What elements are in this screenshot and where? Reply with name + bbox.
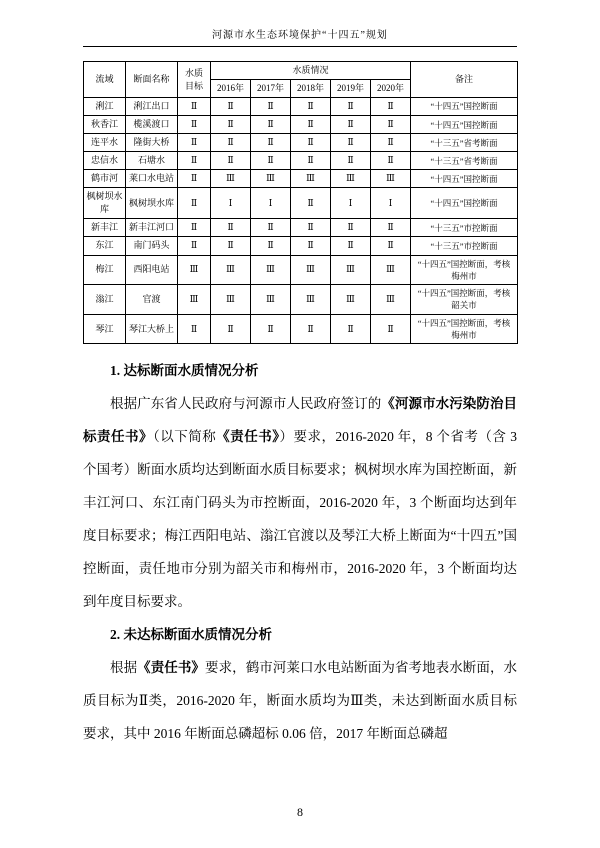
year-value-cell: Ⅱ	[291, 188, 331, 219]
year-value-cell: Ⅱ	[331, 314, 371, 344]
year-value-cell: Ⅱ	[291, 134, 331, 152]
target-cell: Ⅱ	[178, 98, 211, 116]
year-value-cell: Ⅱ	[251, 314, 291, 344]
year-value-cell: Ⅲ	[251, 255, 291, 285]
basin-cell: 鹤市河	[84, 170, 126, 188]
remark-cell: “十四五”国控断面，考核韶关市	[411, 285, 518, 315]
remark-cell: “十四五”国控断面	[411, 188, 518, 219]
table-row	[84, 98, 518, 116]
header-year-2019: 2019年	[331, 80, 371, 98]
document-body	[83, 354, 517, 750]
year-value-cell: Ⅲ	[211, 255, 251, 285]
page-number: 8	[297, 805, 303, 819]
year-value-cell: Ⅱ	[371, 134, 411, 152]
section-cell: 枫树坝水库	[126, 188, 178, 219]
basin-cell: 枫树坝水库	[84, 188, 126, 219]
bold-text: 《河源市水污染防治目标责任书》	[83, 396, 518, 445]
year-value-cell: Ⅲ	[211, 285, 251, 315]
year-value-cell: Ⅱ	[291, 314, 331, 344]
remark-cell: “十四五”国控断面	[411, 98, 518, 116]
year-value-cell: Ⅱ	[291, 98, 331, 116]
year-value-cell: Ⅱ	[371, 152, 411, 170]
target-cell: Ⅱ	[178, 188, 211, 219]
remark-cell: “十四五”国控断面	[411, 116, 518, 134]
year-value-cell: Ⅲ	[291, 170, 331, 188]
year-value-cell: Ⅱ	[371, 98, 411, 116]
table-row	[84, 134, 518, 152]
remark-cell: “十四五”国控断面，考核梅州市	[411, 255, 518, 285]
year-value-cell: Ⅱ	[331, 237, 371, 255]
year-value-cell: Ⅱ	[331, 134, 371, 152]
year-value-cell: Ⅱ	[251, 237, 291, 255]
header-remark: 备注	[411, 62, 518, 98]
year-value-cell: Ⅲ	[371, 170, 411, 188]
table-row	[84, 188, 518, 219]
year-value-cell: Ⅱ	[331, 219, 371, 237]
year-value-cell: Ⅲ	[371, 255, 411, 285]
year-value-cell: Ⅱ	[291, 152, 331, 170]
table-row	[84, 255, 518, 285]
text: （以下简称	[152, 429, 217, 445]
header-situation: 水质情况	[211, 62, 411, 80]
year-value-cell: Ⅱ	[331, 116, 371, 134]
header-year-2018: 2018年	[291, 80, 331, 98]
target-cell: Ⅲ	[178, 285, 211, 315]
remark-cell: “十四五”国控断面，考核梅州市	[411, 314, 518, 344]
table-row	[84, 219, 518, 237]
remark-cell: “十三五”省考断面	[411, 152, 518, 170]
year-value-cell: Ⅲ	[211, 170, 251, 188]
basin-cell: 琴江	[84, 314, 126, 344]
year-value-cell: Ⅱ	[211, 98, 251, 116]
year-value-cell: Ⅱ	[211, 116, 251, 134]
year-value-cell: Ⅱ	[211, 219, 251, 237]
year-value-cell: Ⅱ	[211, 134, 251, 152]
year-value-cell: Ⅱ	[251, 116, 291, 134]
text: ）要求，2016-2020 年，8 个省考（含 3 个国考）断面水质均达到断面水质目标要求；枫树坝水库为国控断面，新丰江河口、东江南门码头为市控断面，2016-2020 年，3 个断面均达到年度目标要求；梅江西阳电站、滃江官渡以及琴江大桥上断面为“十四五”国控断面，责任地市分别为韶关市和梅州市，2016-2020 年，3 个断面均达到年度目标要求。	[83, 429, 518, 610]
year-value-cell: Ⅱ	[211, 237, 251, 255]
year-value-cell: Ⅱ	[291, 116, 331, 134]
basin-cell: 滃江	[84, 285, 126, 315]
year-value-cell: Ⅱ	[211, 152, 251, 170]
target-cell: Ⅲ	[178, 255, 211, 285]
year-value-cell: Ⅱ	[291, 237, 331, 255]
year-value-cell: Ⅲ	[371, 285, 411, 315]
header-year-2016: 2016年	[211, 80, 251, 98]
year-value-cell: Ⅱ	[251, 134, 291, 152]
section-cell: 石塘水	[126, 152, 178, 170]
table-row	[84, 314, 518, 344]
year-value-cell: Ⅲ	[251, 285, 291, 315]
bold-text: 《责任书》	[216, 429, 280, 445]
year-value-cell: Ⅲ	[331, 170, 371, 188]
table-header	[84, 62, 518, 98]
section-cell: 西阳电站	[126, 255, 178, 285]
section-cell: 浰江出口	[126, 98, 178, 116]
remark-cell: “十三五”市控断面	[411, 237, 518, 255]
year-value-cell: Ⅱ	[291, 219, 331, 237]
section-cell: 新丰江河口	[126, 219, 178, 237]
water-quality-table	[83, 61, 518, 344]
basin-cell: 东江	[84, 237, 126, 255]
section-cell: 莱口水电站	[126, 170, 178, 188]
table-header-row-1	[84, 62, 518, 80]
remark-cell: “十三五”省考断面	[411, 134, 518, 152]
year-value-cell: Ⅲ	[291, 255, 331, 285]
target-cell: Ⅱ	[178, 314, 211, 344]
target-cell: Ⅱ	[178, 134, 211, 152]
header-basin: 流域	[84, 62, 126, 98]
section-cell: 琴江大桥上	[126, 314, 178, 344]
bold-text: 1. 达标断面水质情况分析	[110, 363, 259, 379]
section-heading	[83, 354, 517, 387]
basin-cell: 浰江	[84, 98, 126, 116]
table-row	[84, 152, 518, 170]
year-value-cell: Ⅱ	[371, 237, 411, 255]
document-header-title: 河源市水生态环境保护“十四五”规划	[83, 26, 517, 47]
basin-cell: 新丰江	[84, 219, 126, 237]
table-row	[84, 237, 518, 255]
header-target: 水质目标	[178, 62, 211, 98]
section-heading	[83, 618, 517, 651]
year-value-cell: Ⅱ	[331, 152, 371, 170]
header-year-2020: 2020年	[371, 80, 411, 98]
year-value-cell: Ⅰ	[331, 188, 371, 219]
section-cell: 隆街大桥	[126, 134, 178, 152]
text: 要求，鹤市河莱口水电站断面为省考地表水断面，水质目标为Ⅱ类，2016-2020 年，断面水质均为Ⅲ类，未达到断面水质目标要求，其中 2016 年断面总磷超标 0.06 倍，2017 年断面总磷超	[83, 660, 518, 742]
remark-cell: “十三五”市控断面	[411, 219, 518, 237]
year-value-cell: Ⅲ	[291, 285, 331, 315]
section-cell: 榄溪渡口	[126, 116, 178, 134]
paragraph	[83, 651, 517, 750]
target-cell: Ⅱ	[178, 237, 211, 255]
table-row	[84, 116, 518, 134]
year-value-cell: Ⅱ	[251, 219, 291, 237]
target-cell: Ⅱ	[178, 219, 211, 237]
basin-cell: 梅江	[84, 255, 126, 285]
year-value-cell: Ⅰ	[371, 188, 411, 219]
basin-cell: 连平水	[84, 134, 126, 152]
year-value-cell: Ⅲ	[251, 170, 291, 188]
basin-cell: 忠信水	[84, 152, 126, 170]
table-row	[84, 170, 518, 188]
header-section: 断面名称	[126, 62, 178, 98]
year-value-cell: Ⅲ	[331, 285, 371, 315]
target-cell: Ⅱ	[178, 152, 211, 170]
target-cell: Ⅱ	[178, 116, 211, 134]
year-value-cell: Ⅲ	[331, 255, 371, 285]
water-quality-table-body	[84, 98, 518, 344]
year-value-cell: Ⅱ	[251, 152, 291, 170]
remark-cell: “十四五”国控断面	[411, 170, 518, 188]
paragraph	[83, 387, 517, 618]
section-cell: 南门码头	[126, 237, 178, 255]
target-cell: Ⅱ	[178, 170, 211, 188]
table-row	[84, 285, 518, 315]
year-value-cell: Ⅱ	[211, 314, 251, 344]
year-value-cell: Ⅰ	[211, 188, 251, 219]
bold-text: 《责任书》	[137, 660, 205, 676]
text: 根据广东省人民政府与河源市人民政府签订的	[110, 396, 382, 412]
section-cell: 官渡	[126, 285, 178, 315]
header-year-2017: 2017年	[251, 80, 291, 98]
year-value-cell: Ⅱ	[331, 98, 371, 116]
text: 根据	[110, 660, 138, 676]
year-value-cell: Ⅱ	[371, 219, 411, 237]
bold-text: 2. 未达标断面水质情况分析	[110, 627, 272, 643]
basin-cell: 秋香江	[84, 116, 126, 134]
year-value-cell: Ⅱ	[371, 314, 411, 344]
year-value-cell: Ⅰ	[251, 188, 291, 219]
year-value-cell: Ⅱ	[371, 116, 411, 134]
year-value-cell: Ⅱ	[251, 98, 291, 116]
